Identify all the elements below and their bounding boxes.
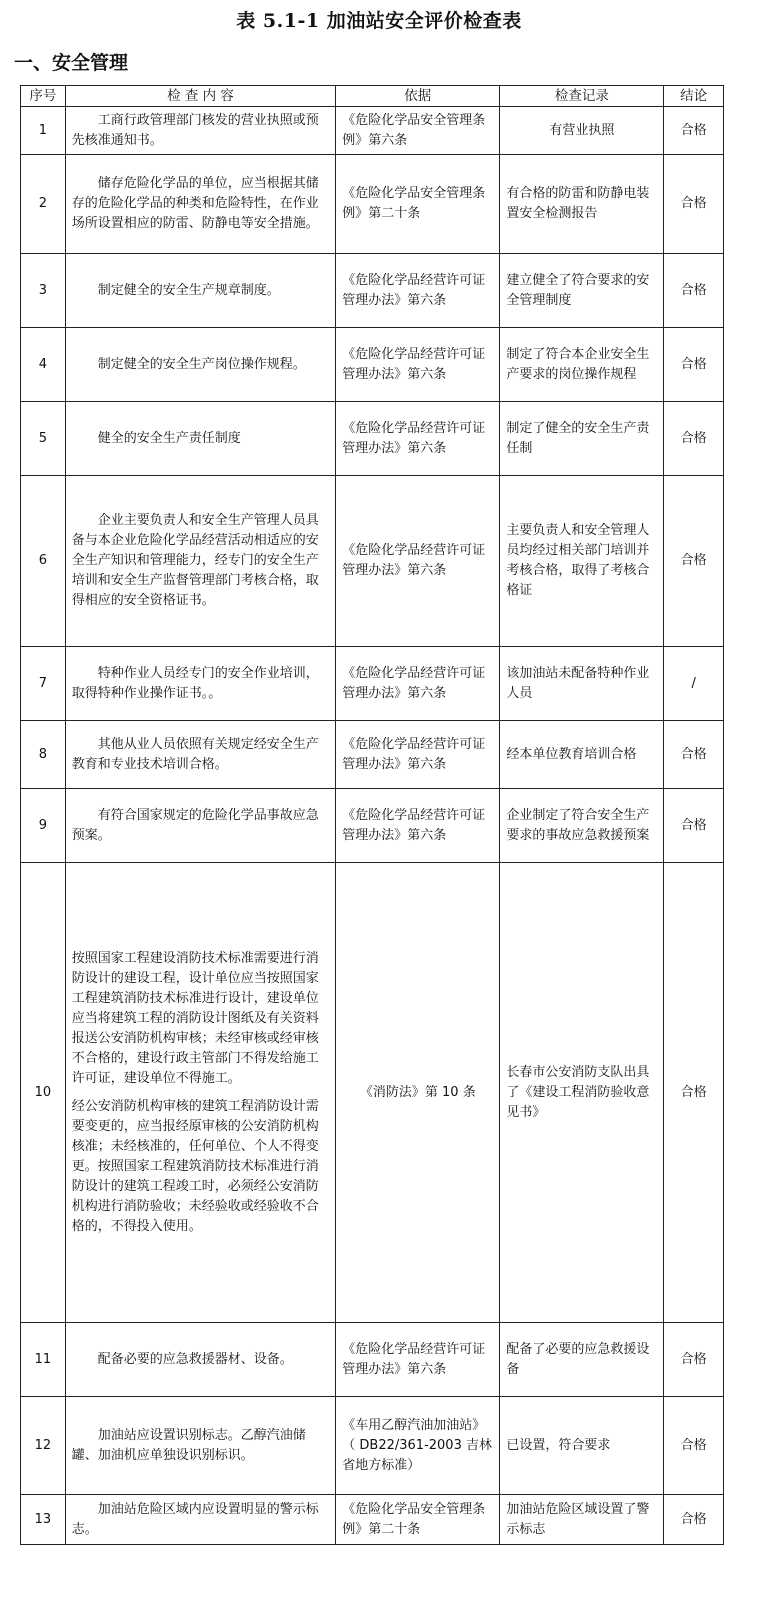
table-row: [21, 476, 724, 647]
check-content-text: 配备必要的应急救援器材、设备。: [97, 1351, 293, 1367]
table-row: [21, 107, 724, 155]
header-basis: 依据: [336, 86, 500, 107]
check-record: 配备了必要的应急救援设备: [500, 1323, 664, 1397]
row-number: 7: [21, 647, 66, 721]
check-record: 制定了符合本企业安全生产要求的岗位操作规程: [500, 328, 664, 402]
check-basis: 《危险化学品经营许可证管理办法》第六条: [336, 254, 500, 328]
check-content-text: 制定健全的安全生产岗位操作规程。: [97, 356, 306, 372]
row-number: 4: [21, 328, 66, 402]
row-number: 9: [21, 789, 66, 863]
check-basis: 《危险化学品安全管理条例》第六条: [336, 107, 500, 155]
row-number: 10: [21, 863, 66, 1323]
check-result: /: [664, 647, 724, 721]
check-result: 合格: [664, 789, 724, 863]
check-result: 合格: [664, 107, 724, 155]
table-row: [21, 328, 724, 402]
row-number: 8: [21, 721, 66, 789]
check-basis: 《消防法》第 10 条: [336, 863, 500, 1323]
check-record: 长春市公安消防支队出具了《建设工程消防验收意见书》: [500, 863, 664, 1323]
check-content: [65, 647, 336, 721]
header-record: 检查记录: [500, 86, 664, 107]
row-number: 11: [21, 1323, 66, 1397]
table-row: [21, 647, 724, 721]
row-number: 2: [21, 155, 66, 254]
safety-checklist-table: [20, 85, 724, 1545]
check-basis: 《危险化学品经营许可证管理办法》第六条: [336, 476, 500, 647]
check-record: 经本单位教育培训合格: [500, 721, 664, 789]
check-result: 合格: [664, 863, 724, 1323]
check-basis-title: 《车用乙醇汽油加油站》: [342, 1417, 486, 1433]
check-result: 合格: [664, 155, 724, 254]
table-row: [21, 402, 724, 476]
check-content-text: 制定健全的安全生产规章制度。: [97, 282, 280, 298]
check-content: [65, 254, 336, 328]
check-record: 已设置，符合要求: [500, 1397, 664, 1495]
table-row: [21, 789, 724, 863]
table-row: [21, 1397, 724, 1495]
check-record: 建立健全了符合要求的安全管理制度: [500, 254, 664, 328]
check-content: [65, 402, 336, 476]
check-record: 有合格的防雷和防静电装置安全检测报告: [500, 155, 664, 254]
row-number: 6: [21, 476, 66, 647]
check-content-text: 有符合国家规定的危险化学品事故应急预案。: [71, 807, 319, 843]
header-no: 序号: [21, 86, 66, 107]
row-number: 3: [21, 254, 66, 328]
section-heading: 一、安全管理: [14, 52, 129, 74]
check-content: [65, 328, 336, 402]
table-caption: 表 5.1-1 加油站安全评价检查表: [236, 10, 522, 32]
check-result: 合格: [664, 254, 724, 328]
row-number: 12: [21, 1397, 66, 1495]
check-content: [65, 476, 336, 647]
header-row: [21, 86, 724, 107]
check-record: 主要负责人和安全管理人员均经过相关部门培训并考核合格，取得了考核合格证: [500, 476, 664, 647]
check-basis: 《危险化学品安全管理条例》第二十条: [336, 1495, 500, 1545]
check-content: [65, 107, 336, 155]
check-result: 合格: [664, 328, 724, 402]
table-row: [21, 721, 724, 789]
check-result: 合格: [664, 1397, 724, 1495]
check-result: 合格: [664, 1495, 724, 1545]
check-content: [65, 863, 336, 1323]
check-result: 合格: [664, 402, 724, 476]
check-content-text: 工商行政管理部门核发的营业执照或预先核准通知书。: [71, 112, 319, 148]
check-record: 加油站危险区域设置了警示标志: [500, 1495, 664, 1545]
check-content-text: 储存危险化学品的单位，应当根据其储存的危险化学品的种类和危险特性，在作业场所设置相应的防雷、防静电等安全措施。: [71, 176, 319, 231]
check-basis: 《危险化学品经营许可证管理办法》第六条: [336, 721, 500, 789]
check-content-text: 企业主要负责人和安全生产管理人员具备与本企业危险化学品经营活动相适应的安全生产知识和管理能力，经专门的安全生产培训和安全生产监督管理部门考核合格，取得相应的安全资格证书。: [71, 513, 319, 608]
check-content: [65, 1323, 336, 1397]
check-content-paragraph: 经公安消防机构审核的建筑工程消防设计需要变更的，应当报经原审核的公安消防机构核准；未经核准的，任何单位、个人不得变更。按照国家工程建筑消防技术标准进行消防设计的建筑工程竣工时，必须经公安消防机构进行消防验收；未经验收或经验收不合格的，不得投入使用。: [71, 1098, 319, 1234]
check-content: [65, 721, 336, 789]
table-row: [21, 1495, 724, 1545]
table-row: [21, 254, 724, 328]
check-content: [65, 1397, 336, 1495]
check-result: 合格: [664, 476, 724, 647]
check-basis: 《危险化学品安全管理条例》第二十条: [336, 155, 500, 254]
check-record: 该加油站未配备特种作业人员: [500, 647, 664, 721]
row-number: 13: [21, 1495, 66, 1545]
check-result: 合格: [664, 721, 724, 789]
row-number: 5: [21, 402, 66, 476]
check-content-text: 特种作业人员经专门的安全作业培训，取得特种作业操作证书。。: [71, 665, 319, 701]
check-record: 制定了健全的安全生产责任制: [500, 402, 664, 476]
header-content: 检 查 内 容: [65, 86, 336, 107]
check-content: [65, 1495, 336, 1545]
check-content-text: 加油站危险区域内应设置明显的警示标志。: [71, 1501, 319, 1537]
row-number: 1: [21, 107, 66, 155]
check-basis: 《危险化学品经营许可证管理办法》第六条: [336, 402, 500, 476]
check-content-paragraph: 按照国家工程建设消防技术标准需要进行消防设计的建设工程，设计单位应当按照国家工程建筑消防技术标准进行设计，建设单位应当将建筑工程的消防设计图纸及有关资料报送公安消防机构审核；未经审核或经审核不合格的，建设行政主管部门不得发给施工许可证，建设单位不得施工。: [71, 950, 319, 1086]
table-row: [21, 155, 724, 254]
check-basis: 《危险化学品经营许可证管理办法》第六条: [336, 647, 500, 721]
check-record: 企业制定了符合安全生产要求的事故应急救援预案: [500, 789, 664, 863]
table-row: [21, 863, 724, 1323]
check-result: 合格: [664, 1323, 724, 1397]
check-basis: 《危险化学品经营许可证管理办法》第六条: [336, 789, 500, 863]
check-record: 有营业执照: [500, 107, 664, 155]
check-basis-standard: （ DB22/361-2003 吉林省地方标准）: [342, 1437, 492, 1473]
check-content-text: 健全的安全生产责任制度: [97, 430, 241, 446]
check-basis: 《危险化学品经营许可证管理办法》第六条: [336, 1323, 500, 1397]
check-content: [65, 789, 336, 863]
check-basis: [336, 1397, 500, 1495]
header-result: 结论: [664, 86, 724, 107]
check-content-text: 加油站应设置识别标志。乙醇汽油储罐、加油机应单独设识别标识。: [71, 1427, 306, 1463]
check-basis: 《危险化学品经营许可证管理办法》第六条: [336, 328, 500, 402]
table-row: [21, 1323, 724, 1397]
check-content: [65, 155, 336, 254]
check-content-text: 其他从业人员依照有关规定经安全生产教育和专业技术培训合格。: [71, 736, 319, 772]
